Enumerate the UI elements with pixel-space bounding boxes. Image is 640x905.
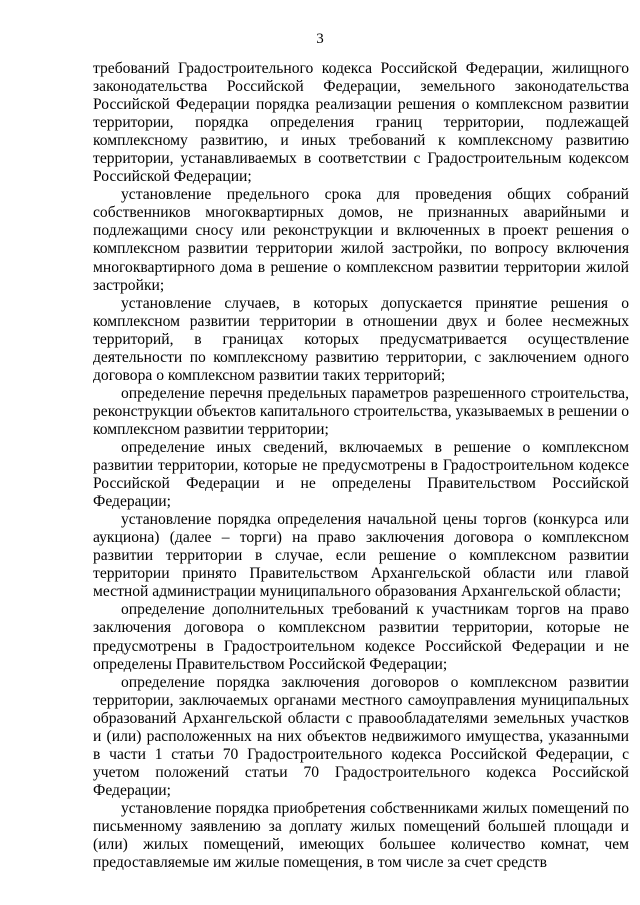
paragraph-auction-price: установление порядка определения начальной цены торгов (конкурса или аукциона) (далее – торги) на право заключения договора о комплексном развитии территории в случае, если решение о комплексном развитии территории принято Правительством Архангельской области или главой местной администрации муниципального образования Архангельской области; (93, 511, 629, 601)
paragraph-contract-procedure: определение порядка заключения договоров о комплексном развитии территории, заключаемых органами местного самоуправления муниципальных образований Архангельской области с правообладателями земельных участков и (или) расположенных на них объектов недвижимого имущества, указанными в части 1 статьи 70 Градостроительного кодекса Российской Федерации, с учетом положений статьи 70 Градостроительного кодекса Российской Федерации; (93, 673, 629, 799)
paragraph-continuation: требований Градостроительного кодекса Российской Федерации, жилищного законодательства Российской Федерации, земельного законодательства Российской Федерации порядка реализации решения о комплексном развитии территории, порядка определения границ территории, подлежащей комплексному развитию, и иных требований к комплексному развитию территории, устанавливаемых в соответствии с Градостроительным кодексом Российской Федерации; (93, 60, 629, 186)
paragraph-construction-parameters: определение перечня предельных параметров разрешенного строительства, реконструкции объектов капитального строительства, указываемых в решении о комплексном развитии территории; (93, 384, 629, 438)
paragraph-other-information: определение иных сведений, включаемых в решение о комплексном развитии территории, которые не предусмотрены в Градостроительном кодексе Российской Федерации и не определены Правительством Российской Федерации; (93, 438, 629, 511)
paragraph-housing-acquisition: установление порядка приобретения собственниками жилых помещений по письменному заявлению за доплату жилых помещений большей площади и (или) жилых помещений, имеющих большее количество комнат, чем предоставляемые им жилые помещения, в том числе за счет средств (93, 799, 629, 872)
document-body (93, 60, 629, 872)
paragraph-participant-requirements: определение дополнительных требований к участникам торгов на право заключения договора о комплексном развитии территории, которые не предусмотрены в Градостроительном кодексе Российской Федерации и не определены Правительством Российской Федерации; (93, 601, 629, 673)
page-number: 3 (316, 31, 324, 47)
paragraph-nonadjacent-territories: установление случаев, в которых допускается принятие решения о комплексном развитии территории в отношении двух и более несмежных территорий, в границах которых предусматривается осуществление деятельности по комплексному развитию территории, с заключением одного договора о комплексном развитии таких территорий; (93, 294, 629, 384)
paragraph-meeting-deadline: установление предельного срока для проведения общих собраний собственников многоквартирных домов, не признанных аварийными и подлежащими сносу или реконструкции и включенных в проект решения о комплексном развитии территории жилой застройки, по вопросу включения многоквартирного дома в решение о комплексном развитии территории жилой застройки; (93, 186, 629, 294)
